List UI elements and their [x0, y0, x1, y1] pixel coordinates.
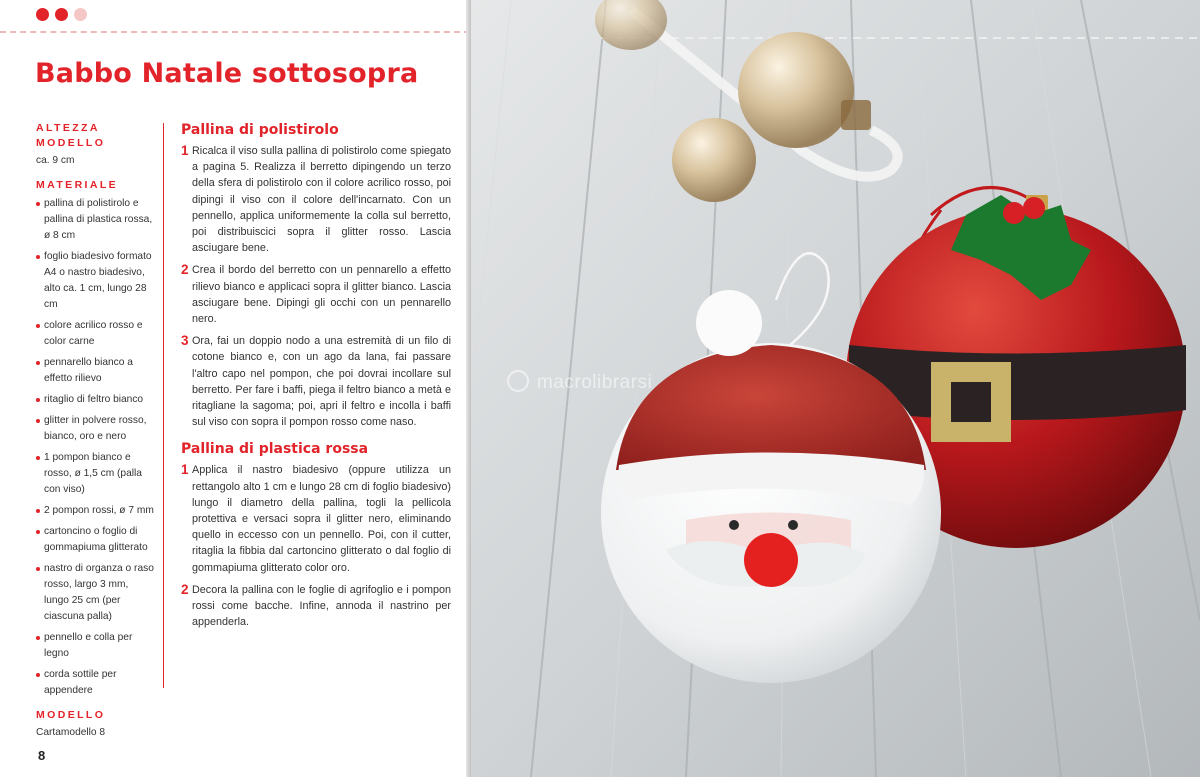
ornament-photo: [471, 0, 1200, 777]
step-number: 2: [181, 581, 189, 597]
left-page: [0, 0, 470, 777]
instructions: [181, 121, 451, 636]
dot-1: [36, 8, 49, 21]
decorative-dots: [36, 8, 87, 21]
section-title: Pallina di plastica rossa: [181, 441, 369, 458]
step: [181, 582, 451, 631]
model-block: [36, 708, 156, 741]
step-number: 1: [181, 143, 189, 158]
list-item: ritaglio di feltro bianco: [36, 392, 156, 408]
dot-2: [55, 8, 68, 21]
list-item: glitter in polvere rosso, bianco, oro e nero: [36, 413, 156, 445]
section-plastica: [181, 440, 451, 630]
model-label: MODELLO: [36, 709, 106, 721]
height-value: ca. 9 cm: [36, 155, 75, 166]
list-item: pennarello bianco a effetto rilievo: [36, 355, 156, 387]
dashed-divider: [0, 31, 470, 33]
height-block: [36, 121, 156, 169]
list-item: corda sottile per appendere: [36, 667, 156, 699]
step: [181, 143, 451, 256]
step-text: Ora, fai un doppio nodo a una estremità di un filo di cotone bianco e, con un ago da lana, fai passare l'altro capo nel pompon, che poi dovrai incollare sul berretto. Per fare i baffi, piega il feltro bianco a metà e ritagliane la sagoma; poi, apri il feltro e incolla i baffi sul viso con sopra il pompon rosso come naso.: [192, 335, 451, 429]
list-item: pennello e colla per legno: [36, 630, 156, 662]
watermark: macrolibrarsi: [537, 372, 653, 393]
list-item: 2 pompon rossi, ø 7 mm: [36, 503, 156, 519]
material-label: MATERIALE: [36, 179, 119, 191]
step-number: 1: [181, 462, 189, 478]
list-item: pallina di polistirolo e pallina di plastica rossa, ø 8 cm: [36, 196, 156, 244]
step: [181, 462, 451, 575]
model-value: Cartamodello 8: [36, 727, 106, 738]
page-number: 8: [38, 748, 46, 763]
section-polistirolo: [181, 121, 451, 430]
list-item: nastro di organza o raso rosso, largo 3 mm, lungo 25 cm (per ciascuna palla): [36, 561, 156, 625]
materials-block: [36, 178, 156, 699]
step-text: Crea il bordo del berretto con un pennarello a effetto rilievo bianco e applicaci sopra il glitter bianco. Lascia asciugare bene. Dipingi gli occhi con un pennarello nero.: [192, 264, 451, 326]
step-number: 3: [181, 333, 189, 349]
step-text: Decora la pallina con le foglie di agrifoglio e i pompon rossi come bacche. Infine, annoda il nastrino per appenderla.: [192, 583, 451, 629]
step: [181, 262, 451, 327]
step-number: 2: [181, 262, 189, 278]
dot-3: [74, 8, 87, 21]
column-divider: [163, 123, 164, 688]
section-title: Pallina di polistirolo: [181, 122, 339, 138]
step: [181, 333, 451, 430]
list-item: cartoncino o foglio di gommapiuma glitterato: [36, 524, 156, 556]
list-item: 1 pompon bianco e rosso, ø 1,5 cm (palla con viso): [36, 450, 156, 498]
step-text: Applica il nastro biadesivo (oppure utilizza un rettangolo alto 1 cm e lungo 28 cm di foglio biadesivo) lungo il diametro della pallina, togli la pellicola protettiva e versaci sopra il glitter nero, eliminando quello in eccesso con un pennello. Poi, con il cutter, ritaglia la fibbia dal cartoncino glitterato o dal foglio di gommapiuma glitterato color oro.: [192, 464, 451, 574]
list-item: foglio biadesivo formato A4 o nastro biadesivo, alto ca. 1 cm, lungo 28 cm: [36, 249, 156, 313]
step-text: Ricalca il viso sulla pallina di polistirolo come spiegato a pagina 5. Realizza il berretto dipingendo un terzo della sfera di polistirolo con il colore acrilico rosso, poi dipingi il viso con il colore dell'incarnato. Con un pennello, applica uniformemente la colla sul berretto, poi distribuiscici sopra il glitter rosso. Lascia asciugare bene.: [192, 145, 451, 255]
sidebar: [36, 121, 156, 750]
height-label: ALTEZZA MODELLO: [36, 122, 106, 149]
page-title: Babbo Natale sottosopra: [35, 58, 419, 89]
list-item: colore acrilico rosso e color carne: [36, 318, 156, 350]
materials-list: [36, 196, 156, 699]
